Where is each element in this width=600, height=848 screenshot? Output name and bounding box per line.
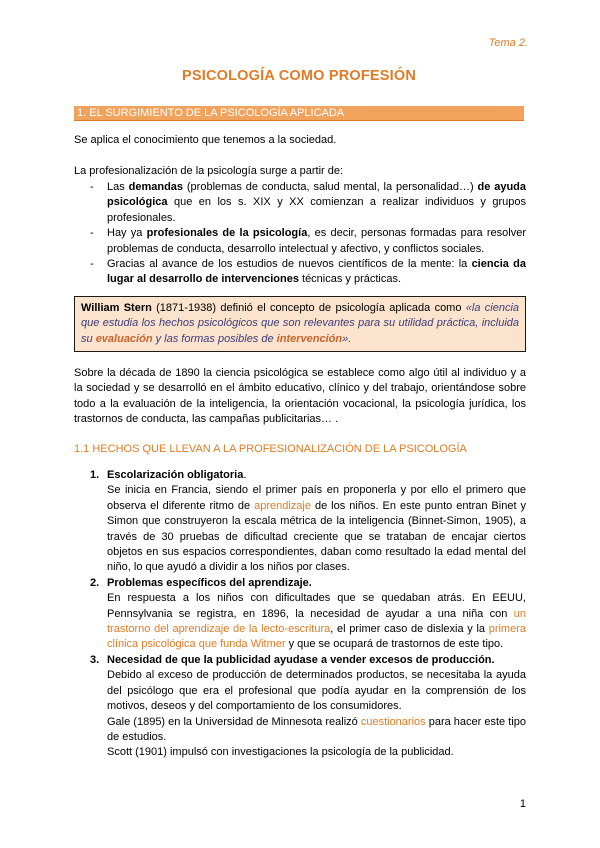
william-stern-quote-box: William Stern (1871-1938) definió el concepto de psicología aplicada como «la ciencia que estudia los hechos psicológicos que son relevantes para su utilidad práctica, incluida su evaluación y las formas posibles de intervención». xyxy=(74,296,526,352)
intro-paragraph: Se aplica el conocimiento que tenemos a la sociedad. xyxy=(74,134,337,146)
quote-author: William Stern xyxy=(81,302,152,314)
section-heading-1-1: 1.1 HECHOS QUE LLEVAN A LA PROFESIONALIZACIÓN DE LA PSICOLOGÍA xyxy=(74,443,467,455)
hechos-numbered-list xyxy=(90,468,526,761)
bullet-demandas: - Las demandas (problemas de conducta, salud mental, la personalidad…) de ayuda psicológica que en los s. XIX y XX comienzan a realizar individuos y grupos profesionales. xyxy=(90,180,526,226)
bullet-ciencia: - Gracias al avance de los estudios de nuevos científicos de la mente: la ciencia da lugar al desarrollo de intervenciones técnicas y prácticas. xyxy=(90,257,526,288)
list-item-problemas-aprendizaje: 2. Problemas específicos del aprendizaje. En respuesta a los niños con dificultades que se quedaban atrás. En EEUU, Pennsylvania se registra, en 1896, la necesidad de ayudar a una niña con un trastorno del aprendizaje de la lecto-escritura, el primer caso de dislexia y la primera clínica psicológica que funda Witmer y que se ocupará de trastornos de este tipo. xyxy=(90,576,526,651)
decada-1890-paragraph: Sobre la década de 1890 la ciencia psicológica se establece como algo útil al individuo y a la sociedad y se desarrolló en el ámbito educativo, clínico y del trabajo, orientándose sobre todo a la evaluación de la inteligencia, la orientación vocacional, la psicología jurídica, los trastornos de conducta, las campañas publicitarias… . xyxy=(74,367,526,426)
bullet-profesionales: - Hay ya profesionales de la psicología, es decir, personas formadas para resolver problemas de conducta, desarrollo intelectual y afectivo, y conflictos sociales. xyxy=(90,226,526,257)
list-item-publicidad: 3. Necesidad de que la publicidad ayudase a vender excesos de producción. Debido al exceso de producción de determinados productos, se necesitaba la ayuda del psicólogo que era el profesional que podía ayudar en la comprensión de los motivos, deseos y del comportamiento de los consumidores. Gale (1895) en la Universidad de Minnesota realizó cuestionarios para hacer este tipo de estudios. Scott (1901) impulsó con investigaciones la psicología de la publicidad. xyxy=(90,653,526,759)
profesionalizacion-intro: La profesionalización de la psicología surge a partir de: xyxy=(74,165,344,177)
demand-bullet-list xyxy=(90,180,526,288)
page-number: 1 xyxy=(519,798,526,810)
section-heading-1: 1. EL SURGIMIENTO DE LA PSICOLOGÍA APLICADA xyxy=(74,106,524,121)
list-item-escolarizacion: 1. Escolarización obligatoria. Se inicia en Francia, siendo el primer país en proponerla y por ello el primero que observa el diferente ritmo de aprendizaje de los niños. En este punto entran Binet y Simon que construyeron la escala métrica de la inteligencia (Binnet-Simon, 1905), a través de 30 pruebas de dificultad creciente que se trataban de encajar ciertos objetos en sus espacios correspondientes, daban como resultado la edad mental del niño, lo que ayudó a dividir a los niños por clases. xyxy=(90,469,526,574)
chapter-label: Tema 2. xyxy=(488,37,528,49)
page-title: PSICOLOGÍA COMO PROFESIÓN xyxy=(181,68,417,84)
